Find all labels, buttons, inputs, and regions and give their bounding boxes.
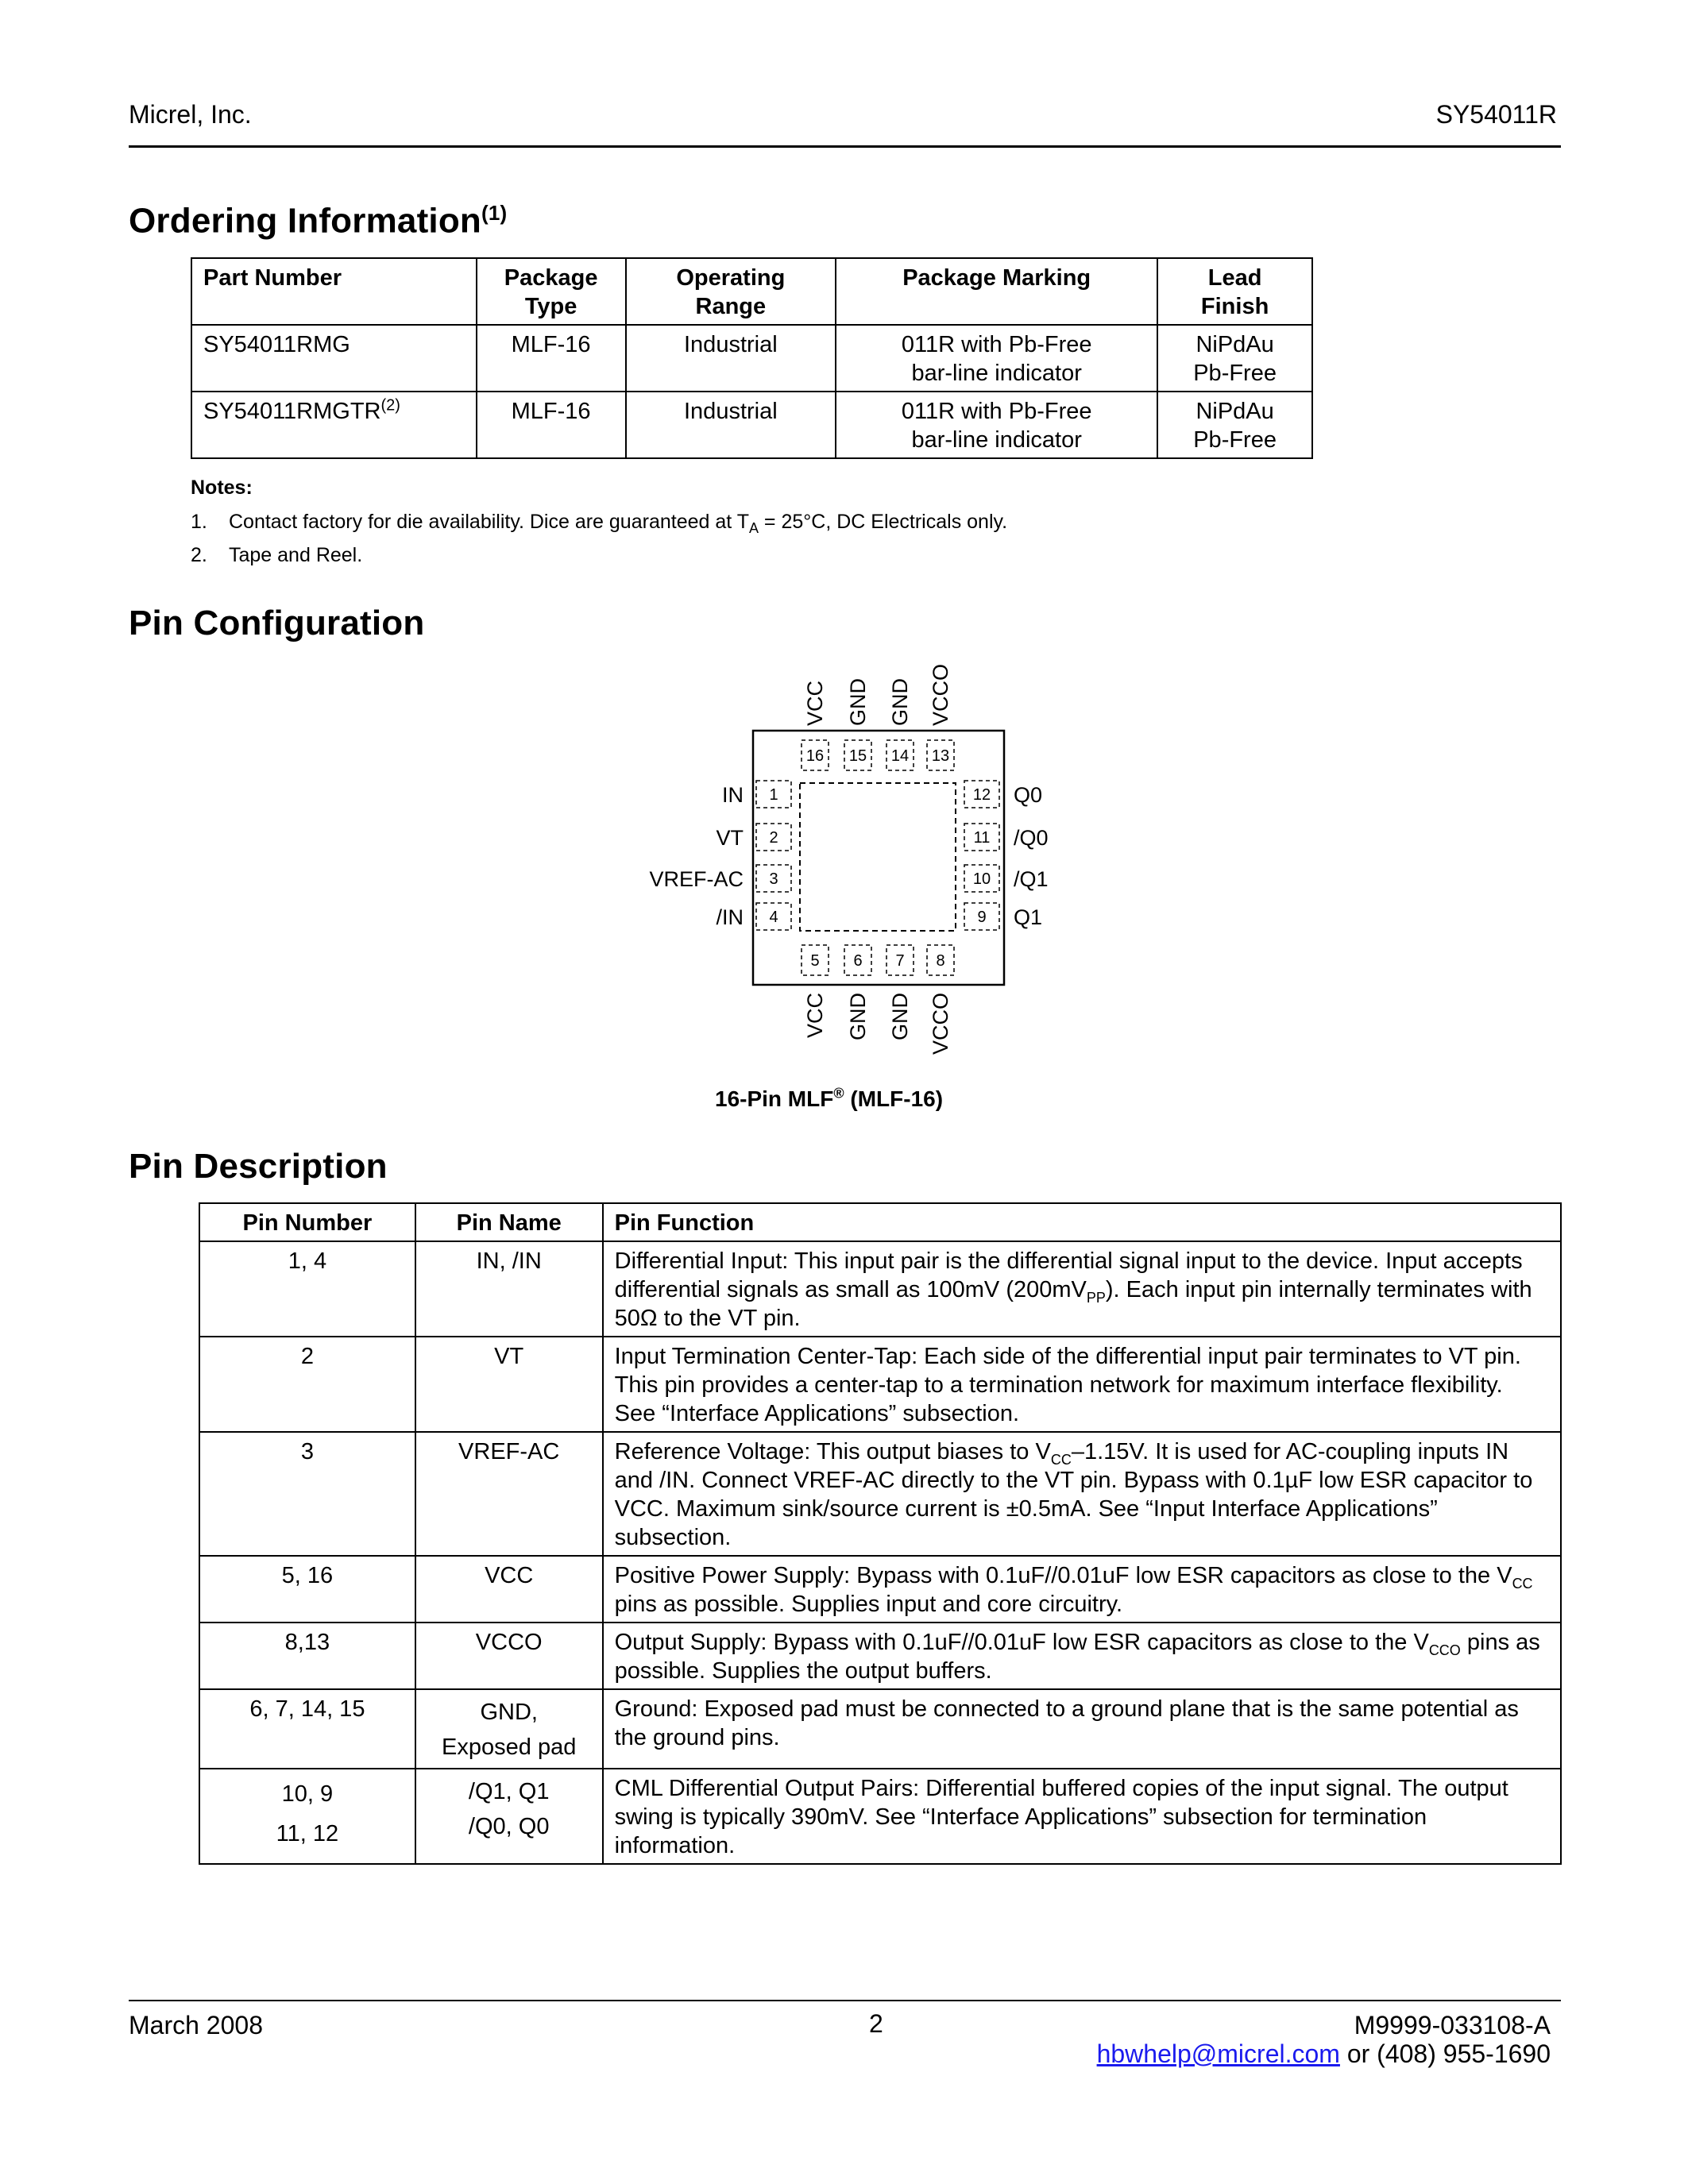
pin-row xyxy=(199,1769,1561,1864)
cell-line: VT xyxy=(494,1344,524,1369)
pin-number-cell xyxy=(199,1689,415,1769)
pin-name-label: /IN xyxy=(716,905,744,929)
pin-function-cell: Output Supply: Bypass with 0.1uF//0.01uF low ESR capacitors as close to the $V_{CCO}$ pins as possible. Supplies the output buffers. xyxy=(603,1623,1561,1689)
pin-row xyxy=(199,1241,1561,1337)
cell-line: Lead xyxy=(1207,265,1262,291)
cell-line: Exposed pad xyxy=(442,1734,577,1760)
pin-row xyxy=(199,1432,1561,1556)
note-text-part: = 25°C, DC Electricals only. xyxy=(758,511,1008,533)
header-company: Micrel, Inc. xyxy=(129,100,252,129)
pin-number-label: 3 xyxy=(769,870,778,888)
pin-name-label: GND xyxy=(888,993,912,1040)
pin-name-cell xyxy=(415,1556,603,1623)
cell-line: Pb-Free xyxy=(1193,427,1277,453)
header-part-number: SY54011R xyxy=(1435,100,1557,129)
cell-line: 6, 7, 14, 15 xyxy=(249,1696,365,1722)
pin-name-label: VCCO xyxy=(929,663,952,726)
pin-number-cell xyxy=(199,1556,415,1623)
footer-doc-number: M9999-033108-A xyxy=(1354,2011,1551,2039)
ordering-column-header xyxy=(626,258,836,325)
ordering-row xyxy=(191,325,1312,392)
pin-name-cell xyxy=(415,1623,603,1689)
package-type-cell: MLF-16 xyxy=(477,325,626,392)
cell-line: 1, 4 xyxy=(288,1248,327,1274)
cell-line: 8,13 xyxy=(284,1630,330,1655)
package-body xyxy=(753,731,1004,985)
note-text-part: Tape and Reel. xyxy=(229,544,363,566)
ordering-row xyxy=(191,392,1312,458)
cell-line: GND, xyxy=(480,1700,538,1725)
pin-number-cell xyxy=(199,1241,415,1337)
pin-name-label: /Q1 xyxy=(1014,867,1049,891)
footer-date: March 2008 xyxy=(129,2011,263,2039)
cell-line: 10, 9 xyxy=(281,1781,334,1807)
pin-function-cell: Ground: Exposed pad must be connected to a ground plane that is the same potential as the ground pins. xyxy=(603,1689,1561,1769)
lead-finish-cell xyxy=(1157,325,1312,392)
pin-number-label: 9 xyxy=(977,909,987,926)
cell-line: NiPdAu xyxy=(1196,399,1274,424)
pin-number-cell xyxy=(199,1432,415,1556)
pin-number-label: 12 xyxy=(972,786,991,804)
pin-name-label: VCC xyxy=(803,680,827,726)
cell-line: Package Marking xyxy=(902,265,1091,291)
pin-row xyxy=(199,1689,1561,1769)
pin-function-cell: CML Differential Output Pairs: Differential buffered copies of the input signal. The output swing is typically 390mV. See “Interface Applications” subsection for termination information. xyxy=(603,1769,1561,1864)
pin-number-label: 5 xyxy=(810,952,820,970)
cell-line: 5, 16 xyxy=(281,1563,334,1588)
cell-line: NiPdAu xyxy=(1196,332,1274,357)
cell-line: Range xyxy=(695,294,767,319)
note-number: 2. xyxy=(191,544,207,566)
pin-column-header: Pin Name xyxy=(415,1203,603,1241)
header-rule xyxy=(129,145,1561,148)
pin-column-header: Pin Function xyxy=(603,1203,1561,1241)
cell-line: Type xyxy=(524,294,577,319)
pin-name-cell xyxy=(415,1432,603,1556)
cell-line: Package xyxy=(504,265,598,291)
pin-number-label: 6 xyxy=(853,952,863,970)
ordering-column-header xyxy=(1157,258,1312,325)
notes-title: Notes: xyxy=(191,477,253,499)
pin-function-cell: Input Termination Center-Tap: Each side of the differential input pair terminates to VT pin. This pin provides a center-tap to a termination network for maximum interface flexibility. See “Interface Applications” subsection. xyxy=(603,1337,1561,1432)
exposed-pad xyxy=(800,783,956,931)
support-email-link[interactable]: hbwhelp@micrel.com xyxy=(1096,2039,1340,2068)
pin-desc-title: Pin Description xyxy=(129,1147,388,1186)
lead-finish-cell xyxy=(1157,392,1312,458)
cell-line: /Q1, Q1 xyxy=(468,1779,550,1804)
note-text xyxy=(229,511,1007,534)
ordering-column-header xyxy=(477,258,626,325)
pin-config-title: Pin Configuration xyxy=(129,604,425,642)
pin-name-label: VCCO xyxy=(929,993,952,1055)
pin-number-cell xyxy=(199,1769,415,1864)
ordering-column-header xyxy=(191,258,477,325)
pin-name-cell xyxy=(415,1689,603,1769)
cell-line: Operating xyxy=(676,265,786,291)
cell-line: VCC xyxy=(485,1563,534,1588)
footer-contact xyxy=(1097,2039,1551,2069)
note-text-part: Contact factory for die availability. Dice are guaranteed at T xyxy=(229,511,749,533)
pin-diagram-caption: 16-Pin MLF® (MLF-16) xyxy=(715,1085,944,1111)
cell-line: bar-line indicator xyxy=(911,361,1082,386)
pin-function-cell: Reference Voltage: This output biases to $V_{CC}-1.15V$. It is used for AC-coupling inputs IN and /IN. Connect VREF-AC directly to the VT pin. Bypass with 0.1µF low ESR capacitor to VCC. Maximum sink/source current is ±0.5mA. See “Input Interface Applications” subsection. xyxy=(603,1432,1561,1556)
pin-number-label: 2 xyxy=(769,829,778,847)
pin-number-label: 11 xyxy=(973,829,991,847)
pin-function-cell: Positive Power Supply: Bypass with 0.1uF//0.01uF low ESR capacitors as close to the $V_{CC}$ pins as possible. Supplies input and core circuitry. xyxy=(603,1556,1561,1623)
package-type-cell: MLF-16 xyxy=(477,392,626,458)
pin-number-label: 15 xyxy=(848,747,867,765)
cell-line: bar-line indicator xyxy=(911,427,1082,453)
part-footnote: (2) xyxy=(380,396,400,415)
footer-phone: or (408) 955-1690 xyxy=(1339,2039,1551,2068)
pin-number-label: 14 xyxy=(890,747,910,765)
pin-column-header: Pin Number xyxy=(199,1203,415,1241)
pin-name-label: GND xyxy=(846,993,870,1040)
part-number-cell xyxy=(191,325,477,392)
cell-line: 3 xyxy=(300,1439,314,1464)
cell-line: 011R with Pb-Free xyxy=(901,332,1092,357)
note-number: 1. xyxy=(191,511,207,533)
pin-name-label: IN xyxy=(722,783,744,807)
pin-diagram xyxy=(620,651,1064,1096)
pin-name-label: /Q0 xyxy=(1014,826,1049,850)
pin-row xyxy=(199,1556,1561,1623)
package-marking-cell xyxy=(836,392,1157,458)
cell-line: IN, /IN xyxy=(476,1248,542,1274)
pin-number-cell xyxy=(199,1623,415,1689)
cell-line: Part Number xyxy=(203,265,342,291)
pin-name-label: GND xyxy=(888,678,912,726)
pin-name-cell xyxy=(415,1241,603,1337)
ordering-table xyxy=(191,257,1313,459)
pin-name-label: Q0 xyxy=(1014,783,1043,807)
pin-name-label: VREF-AC xyxy=(649,867,744,891)
pin-number-label: 7 xyxy=(895,952,905,970)
operating-range-cell: Industrial xyxy=(626,325,836,392)
pin-name-label: VCC xyxy=(803,993,827,1039)
cell-line: 2 xyxy=(300,1344,314,1369)
pin-number-label: 4 xyxy=(769,909,778,926)
pin-number-label: 10 xyxy=(972,870,991,888)
part-number: SY54011RMG xyxy=(203,332,350,357)
pin-number-label: 8 xyxy=(936,952,945,970)
ordering-column-header xyxy=(836,258,1157,325)
part-number: SY54011RMGTR xyxy=(203,399,381,424)
cell-line: Finish xyxy=(1200,294,1269,319)
pin-name-cell xyxy=(415,1769,603,1864)
cell-line: 011R with Pb-Free xyxy=(901,399,1092,424)
footer-rule xyxy=(129,2000,1561,2001)
footer-page-number: 2 xyxy=(869,2009,883,2038)
pin-number-cell xyxy=(199,1337,415,1432)
pin-name-label: Q1 xyxy=(1014,905,1043,929)
pin-row xyxy=(199,1337,1561,1432)
package-marking-cell xyxy=(836,325,1157,392)
operating-range-cell: Industrial xyxy=(626,392,836,458)
pin-row xyxy=(199,1623,1561,1689)
pin-number-label: 13 xyxy=(931,747,950,765)
pin-description-table xyxy=(199,1202,1562,1865)
cell-line: Pb-Free xyxy=(1193,361,1277,386)
pin-name-label: VT xyxy=(716,826,744,850)
part-number-cell xyxy=(191,392,477,458)
pin-number-label: 1 xyxy=(769,786,778,804)
cell-line: 11, 12 xyxy=(276,1821,339,1846)
pin-function-cell: Differential Input: This input pair is the differential signal input to the device. Input accepts differential signals as small as 100mV $(200mV_{PP})$. Each input pin internally terminates with 50Ω to the VT pin. xyxy=(603,1241,1561,1337)
pin-name-cell xyxy=(415,1337,603,1432)
cell-line: VREF-AC xyxy=(458,1439,560,1464)
cell-line: /Q0, Q0 xyxy=(468,1814,550,1839)
cell-line: VCCO xyxy=(475,1630,543,1655)
note-text xyxy=(229,544,362,567)
pin-number-label: 16 xyxy=(805,747,825,765)
ordering-title: Ordering Information$^{(1)}$ xyxy=(129,201,508,241)
pin-name-label: GND xyxy=(846,678,870,726)
note-subscript: A xyxy=(748,520,759,536)
